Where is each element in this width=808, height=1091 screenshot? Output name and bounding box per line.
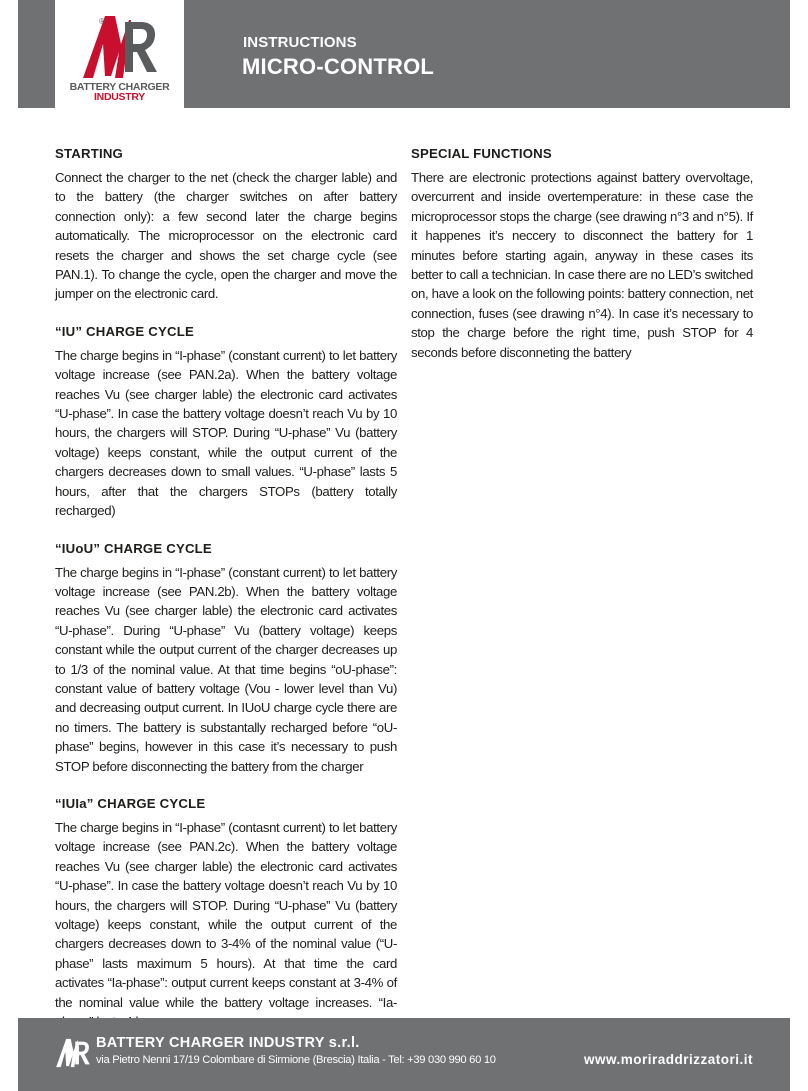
section-body: The charge begins in “I-phase” (constant current) to let battery voltage increase (see PAN.2b). When the battery voltage reaches Vu (see charger lable) the electronic card activates “U-phase”. During “U-phase” Vu (battery voltage) keeps constant while the output current of the charger decreases up to 1/3 of the nominal value. At that time begins “oU-phase”: constant value of battery voltage (Vou - lower level than Vu) and decreasing output current. In IUoU charge cycle there are no timers. The battery is substantally recharged before “oU-phase” begins, however in this case it’s necessary to push STOP before disconnecting the battery from the charger: [55, 564, 397, 774]
section-special-functions: [411, 144, 753, 362]
logo-line2: INDUSTRY: [94, 91, 145, 103]
footer-logo-icon: [54, 1038, 92, 1068]
page-title: MICRO-CONTROL: [242, 54, 435, 79]
section-starting: [55, 144, 397, 304]
left-column: [55, 144, 397, 1049]
section-iuia-cycle: [55, 794, 397, 1031]
section-body: Connect the charger to the net (check the charger lable) and to the battery (the charger switches on after battery connection only): a few second later the charge begins automatically. The microprocessor on the electronic card resets the charger and shows the set charge cycle (see PAN.1). To change the cycle, open the charger and move the jumper on the electronic card.: [55, 170, 397, 302]
company-name: BATTERY CHARGER INDUSTRY s.r.l.: [96, 1035, 360, 1051]
mr-logo-icon: [81, 14, 159, 80]
page-header: [18, 0, 790, 108]
section-body: The charge begins in “I-phase” (constant current) to let battery voltage increase (see PAN.2a). When the battery voltage reaches Vu (see charger lable) the electronic card activates “U-phase”. In case the battery voltage doesn’t reach Vu by 10 hours, the chargers will STOP. During “U-phase” Vu (battery voltage) keeps constant, while the output current of the chargers decreases down to small values. “U-phase” lasts 5 hours, after that the chargers STOPs (battery totally recharged): [55, 347, 397, 519]
page-footer: [18, 1018, 790, 1091]
svg-text:®: ®: [99, 17, 105, 26]
company-address: via Pietro Nenni 17/19 Colombare di Sirmione (Brescia) Italia - Tel: +39 030 990 60 10: [96, 1054, 496, 1066]
section-heading: “IU” CHARGE CYCLE: [55, 323, 194, 339]
right-column: [411, 144, 753, 380]
section-heading: SPECIAL FUNCTIONS: [411, 146, 552, 161]
company-logo: [55, 0, 184, 108]
section-heading: “IUoU” CHARGE CYCLE: [55, 540, 212, 556]
section-body: The charge begins in “I-phase” (contasnt current) to let battery voltage increase (see PAN.2c). When the battery voltage reaches Vu (see charger lable) the electronic card activates “U-phase”. In case the battery voltage doesn’t reach Vu by 10 hours, the chargers will STOP. During “U-phase” Vu (battery voltage) keeps constant, while the output current of the chargers decreases down to 3-4% of the nominal value (“U-phase” lasts maximum 5 hours). At that time the card activates “Ia-phase”: output current keeps constant at 3-4% of the nominal value while the battery voltage increases. “Ia-: [55, 819, 397, 1010]
section-heading: STARTING: [55, 146, 124, 161]
section-iuou-cycle: [55, 539, 397, 776]
doc-type: INSTRUCTIONS: [243, 34, 357, 51]
website-link[interactable]: www.moriraddrizzatori.it: [583, 1052, 753, 1067]
logo-line1: BATTERY CHARGER: [69, 81, 170, 93]
section-iu-cycle: [55, 322, 397, 521]
section-heading: “IUIa” CHARGE CYCLE: [55, 795, 206, 811]
section-body: There are electronic protections against battery overvoltage, overcurrent and inside overtemperature: in these case the microprocessor stops the charge (see drawing n°3 and n°5). If it happenes it’s neccery to disconnect the battery for 1 minutes before starting again, anyway in these cases its better to call a technician. In case there are no LED’s switched on, have a look on the following points: battery connection, net connection, fuses (see drawing n°4). In case it’s necessary to stop the charge before the right time, push STOP for 4 seconds before disconneting the battery: [411, 170, 753, 360]
